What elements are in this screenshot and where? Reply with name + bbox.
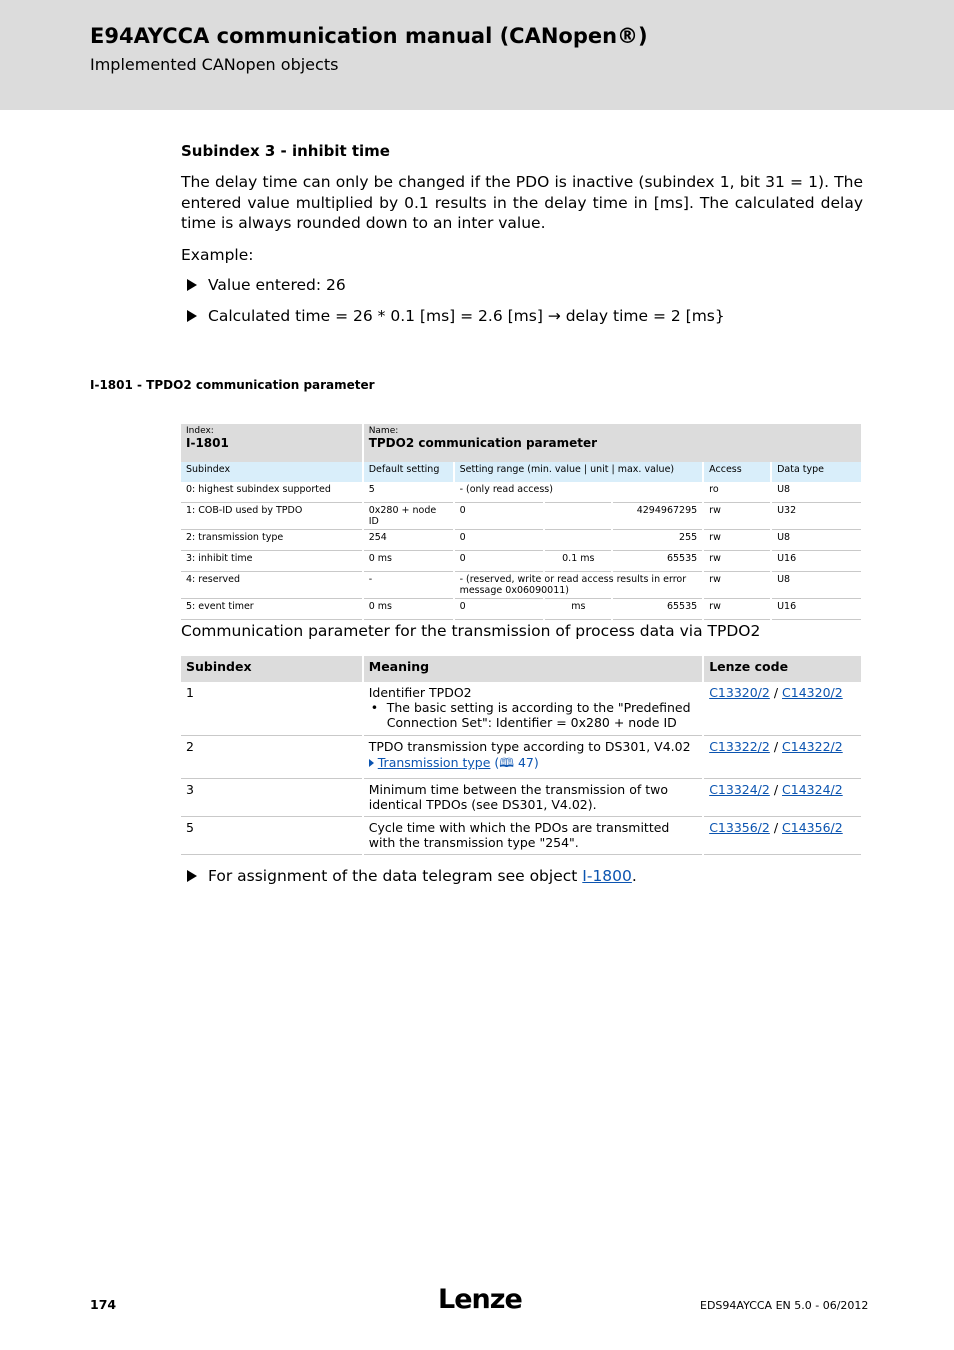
example-label: Example: xyxy=(181,246,254,264)
table-row: 3: inhibit time 0 ms 0 0.1 ms 65535 rw U16 xyxy=(181,551,862,572)
table-row: 3 Minimum time between the transmission of two identical TPDOs (see DS301, V4.02). C13324/2 / C14324/2 xyxy=(181,779,862,817)
index-cell: Index: I-1801 xyxy=(181,424,363,462)
table-row: 0: highest subindex supported 5 - (only read access) ro U8 xyxy=(181,482,862,503)
column-header: Default setting xyxy=(363,462,454,482)
column-header: Subindex xyxy=(181,462,363,482)
table-row: 4: reserved - - (reserved, write or read access results in error message 0x06090011) rw U8 xyxy=(181,572,862,599)
page-number: 174 xyxy=(90,1297,117,1312)
section-paragraph: The delay time can only be changed if the PDO is inactive (subindex 1, bit 31 = 1). The entered value multiplied by 0.1 results in the delay time in [ms]. The calculated delay time is always rounded down to an inter value. xyxy=(181,173,863,232)
meaning-table xyxy=(181,656,863,855)
lenze-code-link[interactable]: C13324/2 xyxy=(709,782,770,797)
lenze-code-link[interactable]: C14356/2 xyxy=(782,820,843,835)
triangle-bullet-icon xyxy=(187,279,197,291)
triangle-bullet-icon xyxy=(187,310,197,322)
table-header-row xyxy=(181,424,862,462)
bullet-text: Value entered: 26 xyxy=(208,276,346,294)
lenze-code-link[interactable]: C13320/2 xyxy=(709,685,770,700)
object-link[interactable]: I-1800 xyxy=(582,867,632,885)
section-title: Subindex 3 - inhibit time xyxy=(181,142,390,160)
bullet-text: Calculated time = 26 * 0.1 [ms] = 2.6 [ms] → delay time = 2 [ms} xyxy=(208,307,725,325)
link-arrow-icon xyxy=(369,759,374,767)
list-item: For assignment of the data telegram see object I-1800 . xyxy=(187,867,637,885)
list-item xyxy=(187,307,725,325)
table-row: 5 Cycle time with which the PDOs are transmitted with the transmission type "254". C13356/2 / C14356/2 xyxy=(181,817,862,855)
table-row: 2 TPDO transmission type according to DS301, V4.02 Transmission type (🕮 47) C13322/2 / C14322/2 xyxy=(181,736,862,779)
lenze-code-link[interactable]: C14322/2 xyxy=(782,739,843,754)
list-item xyxy=(187,276,346,294)
lenze-logo: Lenze xyxy=(438,1284,522,1315)
name-cell: Name: TPDO2 communication parameter xyxy=(363,424,862,462)
object-heading: I-1801 - TPDO2 communication parameter xyxy=(90,378,375,392)
lenze-code-link[interactable]: C14320/2 xyxy=(782,685,843,700)
document-subtitle: Implemented CANopen objects xyxy=(90,55,339,74)
column-header: Setting range (min. value | unit | max. value) xyxy=(454,462,704,482)
lenze-code-link[interactable]: C13322/2 xyxy=(709,739,770,754)
page-reference[interactable]: 🕮 47 xyxy=(499,755,534,770)
column-header: Subindex xyxy=(181,656,363,682)
parameter-table xyxy=(181,424,863,620)
column-header: Lenze code xyxy=(703,656,862,682)
column-header-row xyxy=(181,462,862,482)
table-row: 1: COB-ID used by TPDO 0x280 + node ID 0 4294967295 rw U32 xyxy=(181,503,862,530)
table-caption: Communication parameter for the transmission of process data via TPDO2 xyxy=(181,622,761,640)
lenze-code-link[interactable]: C13356/2 xyxy=(709,820,770,835)
lenze-code-link[interactable]: C14324/2 xyxy=(782,782,843,797)
table-row: 5: event timer 0 ms 0 ms 65535 rw U16 xyxy=(181,599,862,620)
table-row: 1 Identifier TPDO2 • The basic setting is according to the "Predefined Connection Set": Identifier = 0x280 + node ID C13320/2 / C14320/2 xyxy=(181,682,862,736)
page-header xyxy=(0,0,954,110)
bullet-dot: • xyxy=(370,700,379,715)
table-row: 2: transmission type 254 0 255 rw U8 xyxy=(181,530,862,551)
triangle-bullet-icon xyxy=(187,870,197,882)
document-title: E94AYCCA communication manual (CANopen®) xyxy=(90,24,648,48)
list-item: • The basic setting is according to the "Predefined Connection Set": Identifier = 0x280 + node ID xyxy=(370,700,691,730)
table-header-row xyxy=(181,656,862,682)
column-header: Data type xyxy=(771,462,862,482)
document-reference: EDS94AYCCA EN 5.0 - 06/2012 xyxy=(700,1299,869,1312)
column-header: Meaning xyxy=(363,656,703,682)
column-header: Access xyxy=(703,462,771,482)
transmission-type-link[interactable]: Transmission type xyxy=(377,755,491,770)
